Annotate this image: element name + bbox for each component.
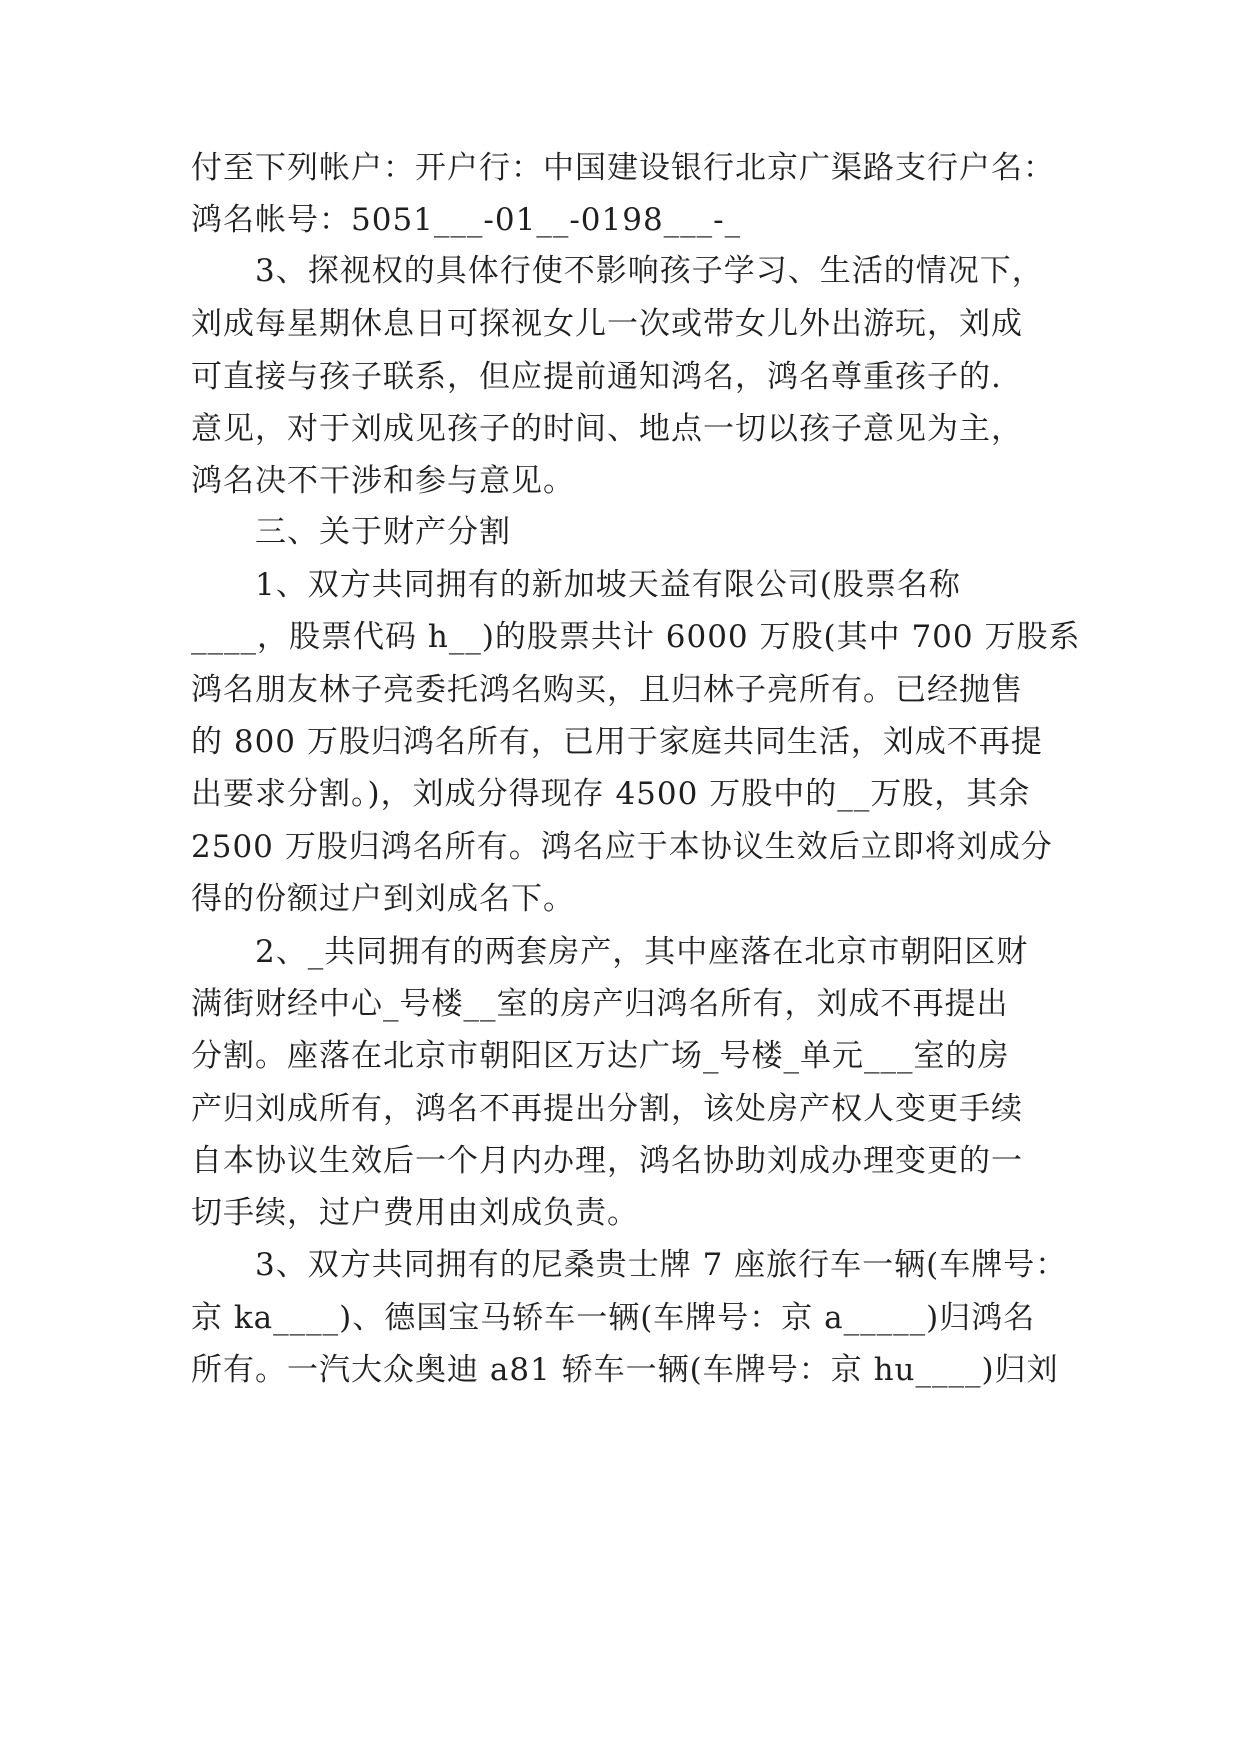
text-line: 所有。一汽大众奥迪 a81 轿车一辆(车牌号：京 hu____)归刘 — [191, 1352, 1059, 1388]
text-line: 满街财经中心_号楼__室的房产归鸿名所有，刘成不再提出 — [191, 986, 1009, 1022]
text-line: 得的份额过户到刘成名下。 — [191, 881, 575, 917]
text-line: 可直接与孩子联系，但应提前通知鸿名，鸿名尊重孩子的. — [191, 359, 1002, 395]
text-line: 产归刘成所有，鸿名不再提出分割，该处房产权人变更手续 — [191, 1091, 1023, 1127]
text-line: 刘成每星期休息日可探视女儿一次或带女儿外出游玩，刘成 — [191, 306, 1023, 342]
text-line: 分割。座落在北京市朝阳区万达广场_号楼_单元___室的房 — [191, 1038, 1010, 1074]
text-line: ____，股票代码 h__)的股票共计 6000 万股(其中 700 万股系 — [191, 619, 1081, 655]
text-line: 2、_共同拥有的两套房产，其中座落在北京市朝阳区财 — [255, 934, 1029, 970]
text-line: 鸿名朋友林子亮委托鸿名购买，且归林子亮所有。已经抛售 — [191, 672, 1023, 708]
text-line: 2500 万股归鸿名所有。鸿名应于本协议生效后立即将刘成分 — [191, 829, 1053, 865]
text-line: 3、双方共同拥有的尼桑贵士牌 7 座旅行车一辆(车牌号： — [255, 1247, 1068, 1283]
text-line: 的 800 万股归鸿名所有，已用于家庭共同生活，刘成不再提 — [191, 724, 1043, 760]
section-heading: 三、关于财产分割 — [255, 514, 511, 550]
text-line: 京 ka____)、德国宝马轿车一辆(车牌号：京 a_____)归鸿名 — [191, 1300, 1036, 1336]
text-line: 3、探视权的具体行使不影响孩子学习、生活的情况下， — [255, 253, 1044, 289]
text-line: 出要求分割。)，刘成分得现存 4500 万股中的__万股，其余 — [191, 776, 1031, 812]
text-line: 鸿名帐号：5051___-01__-0198___-_ — [191, 202, 742, 238]
text-line: 意见，对于刘成见孩子的时间、地点一切以孩子意见为主， — [191, 411, 1023, 447]
text-line: 付至下列帐户：开户行：中国建设银行北京广渠路支行户名： — [191, 150, 1055, 186]
text-line: 自本协议生效后一个月内办理，鸿名协助刘成办理变更的一 — [191, 1143, 1023, 1179]
text-line: 鸿名决不干涉和参与意见。 — [191, 463, 575, 499]
text-line: 1、双方共同拥有的新加坡天益有限公司(股票名称 — [255, 567, 961, 603]
text-line: 切手续，过户费用由刘成负责。 — [191, 1195, 639, 1231]
